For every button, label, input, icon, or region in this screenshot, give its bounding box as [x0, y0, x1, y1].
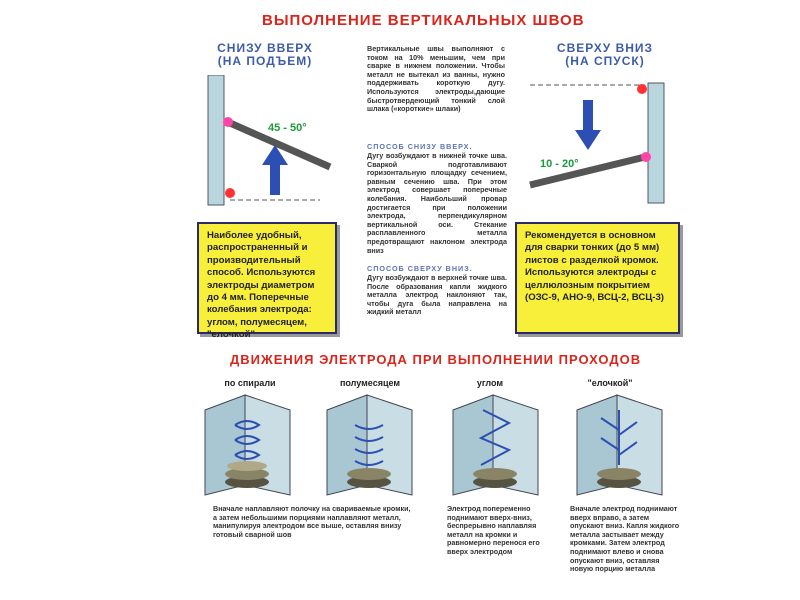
- left-heading-line1: СНИЗУ ВВЕРХ: [217, 41, 313, 55]
- caption-spiral-crescent: Вначале наплавляют полочку на свариваемые кромки, а затем небольшими порциями наплавляют металл, манипулируя электродом все выше, оставляя внизу готовый сварной шов: [213, 504, 411, 539]
- left-angle-label: 45 - 50°: [268, 122, 307, 134]
- label-angle: углом: [476, 378, 504, 388]
- label-spiral: по спирали: [224, 378, 276, 388]
- top-down-diagram: [520, 75, 680, 215]
- intro-text: Вертикальные швы выполняют с током на 10% меньшим, чем при сварке в нижнем положении. Чтобы металл не вытекал из ванны, нужно поддерживать короткую дугу. Используются электроды,дающие быстротвердеющий тонкий слой шлака («короткие» шлаки): [367, 44, 505, 114]
- right-heading-line1: СВЕРХУ ВНИЗ: [556, 41, 654, 55]
- label-herringbone: "елочкой": [587, 378, 633, 388]
- left-info-box: Наиболее удобный, распространенный и производительный способ. Используются электроды диаметром до 4 мм. Поперечные колебания электрода: углом, полумесяцем, "елочкой": [197, 222, 337, 334]
- bottom-up-diagram: [200, 75, 340, 215]
- method2-text: Дугу возбуждают в верхней точке шва. После образования капли жидкого металла электрод наклоняют так, чтобы дуга была направлена на жидкий металл: [367, 273, 507, 317]
- spiral-illustration: [205, 395, 290, 495]
- label-crescent: полумесяцем: [339, 378, 401, 388]
- method1-text: Дугу возбуждают в нижней точке шва. Сваркой подготавливают горизонтальную площадку сечением, равным сечению шва. При этом электрод совершает поперечные колебания. Наибольший провар достигается при положении электрода, перпендикулярном вертикальной оси. Стекание расплавленного металла предотвращают наклоном электрода вниз: [367, 151, 507, 255]
- section2-title: ДВИЖЕНИЯ ЭЛЕКТРОДА ПРИ ВЫПОЛНЕНИИ ПРОХОДОВ: [230, 352, 642, 367]
- right-info-box: Рекомендуется в основном для сварки тонких (до 5 мм) листов с разделкой кромок. Используются электроды с целлюлозным покрытием (ОЗС-9, АНО-9, ВСЦ-2, ВСЦ-3): [515, 222, 680, 334]
- poster-title: ВЫПОЛНЕНИЕ ВЕРТИКАЛЬНЫХ ШВОВ: [262, 12, 585, 29]
- crescent-illustration: [327, 395, 412, 495]
- right-angle-label: 10 - 20°: [540, 158, 579, 170]
- angle-illustration: [453, 395, 538, 495]
- right-heading-line2: (НА СПУСК): [565, 54, 645, 68]
- caption-herringbone: Вначале электрод поднимают вверх вправо, а затем опускают вниз. Капля жидкого металла застывает между кромками. Затем электрод поднимают влево и снова опускают вниз, оставляя новую порцию металла: [570, 504, 680, 574]
- method2-title: СПОСОБ СВЕРХУ ВНИЗ.: [367, 264, 473, 273]
- herringbone-illustration: [577, 395, 662, 495]
- right-heading: [540, 42, 670, 68]
- left-heading-line2: (НА ПОДЪЕМ): [217, 54, 313, 68]
- caption-angle: Электрод попеременно поднимают вверх-вниз, беспрерывно наплавляя металл на кромки и равномерно перенося его вверх электродом: [447, 504, 540, 556]
- left-heading: [200, 42, 330, 68]
- electrode-motion-illustrations: [195, 390, 695, 500]
- method1-title: СПОСОБ СНИЗУ ВВЕРХ.: [367, 142, 473, 151]
